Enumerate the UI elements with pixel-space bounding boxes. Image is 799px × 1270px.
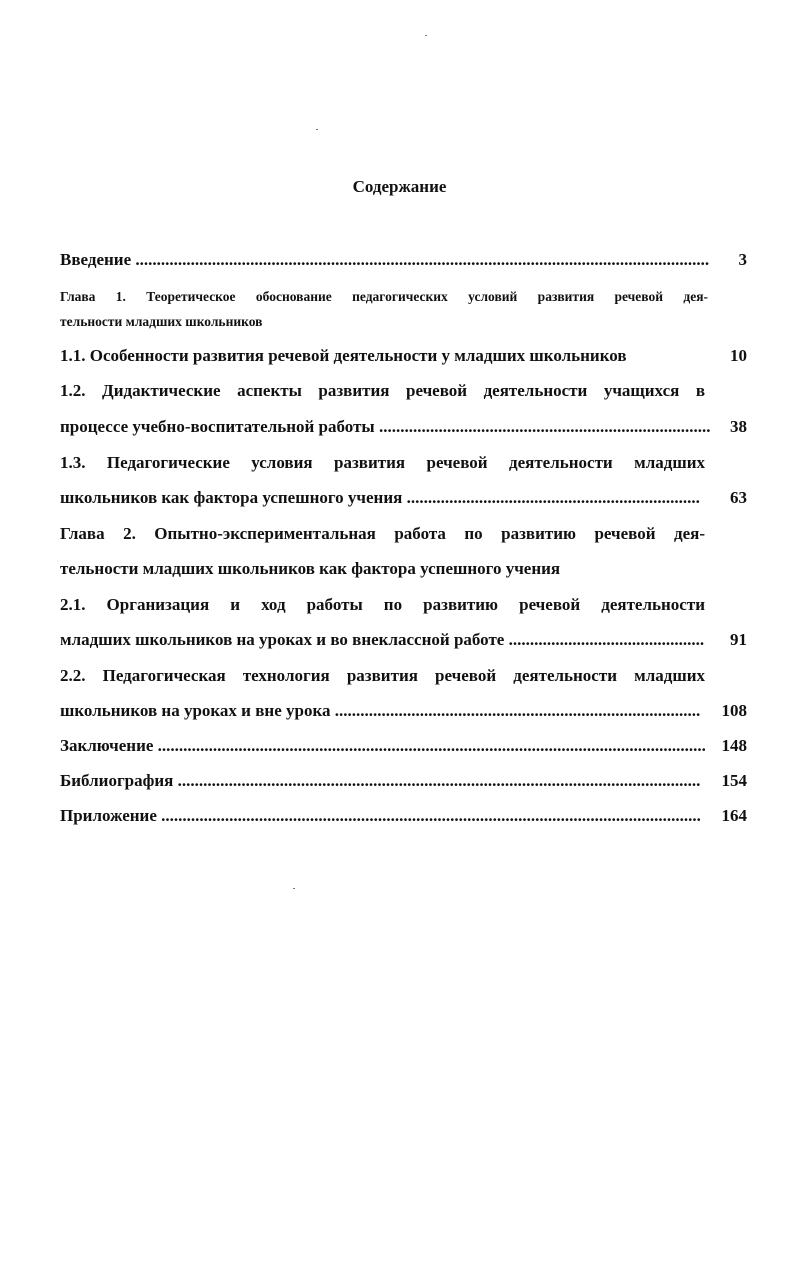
- toc-page-bibliography: 154: [721, 771, 747, 790]
- toc-entry-1-2-line1: 1.2. Дидактические аспекты развития речевой деятельности учащихся в: [60, 381, 705, 400]
- toc-page-conclusion: 148: [721, 736, 747, 755]
- toc-entry-1-3-line1: 1.3. Педагогические условия развития речевой деятельности младших: [60, 453, 705, 472]
- toc-chapter-1-line2: тельности младших школьников: [60, 314, 263, 329]
- toc-entry-conclusion: Заключение .....: [60, 736, 705, 756]
- toc-entry-1-2-line2: процессе учебно-воспитательной работы .....: [60, 417, 710, 437]
- toc-entry-2-2-line2: школьников на уроках и вне урока .....: [60, 701, 700, 721]
- toc-entry-2-2-line1: 2.2. Педагогическая технология развития речевой деятельности младших: [60, 666, 705, 685]
- toc-entry-1-1: 1.1. Особенности развития речевой деятельности у младших школьников: [60, 346, 627, 365]
- toc-chapter-1-line1: Глава 1. Теоретическое обоснование педагогических условий развития речевой дея-: [60, 289, 708, 304]
- toc-page-1-2: 38: [730, 417, 747, 436]
- scan-speck: [293, 888, 295, 889]
- toc-page-intro: 3: [738, 250, 747, 269]
- toc-entry-2-1-line1: 2.1. Организация и ход работы по развитию речевой деятельности: [60, 595, 705, 614]
- toc-entry-bibliography: Библиография .....: [60, 771, 700, 791]
- toc-page-1-1: 10: [730, 346, 747, 365]
- toc-title: Содержание: [352, 177, 447, 196]
- toc-page-appendix: 164: [721, 806, 747, 825]
- toc-chapter-2-line2: тельности младших школьников как фактора успешного учения: [60, 559, 561, 578]
- toc-page-2-1: 91: [730, 630, 747, 649]
- toc-entry-2-1-line2: младших школьников на уроках и во внеклассной работе .....: [60, 630, 705, 650]
- toc-entry-1-3-line2: школьников как фактора успешного учения .....: [60, 488, 700, 508]
- scan-speck: [425, 35, 427, 36]
- toc-chapter-2-line1: Глава 2. Опытно-экспериментальная работа по развитию речевой дея-: [60, 524, 705, 543]
- toc-entry-appendix: Приложение .....: [60, 806, 700, 826]
- toc-page-1-3: 63: [730, 488, 747, 507]
- toc-page-2-2: 108: [721, 701, 747, 720]
- toc-entry-intro: Введение .....: [60, 250, 710, 270]
- scan-speck: [316, 129, 318, 130]
